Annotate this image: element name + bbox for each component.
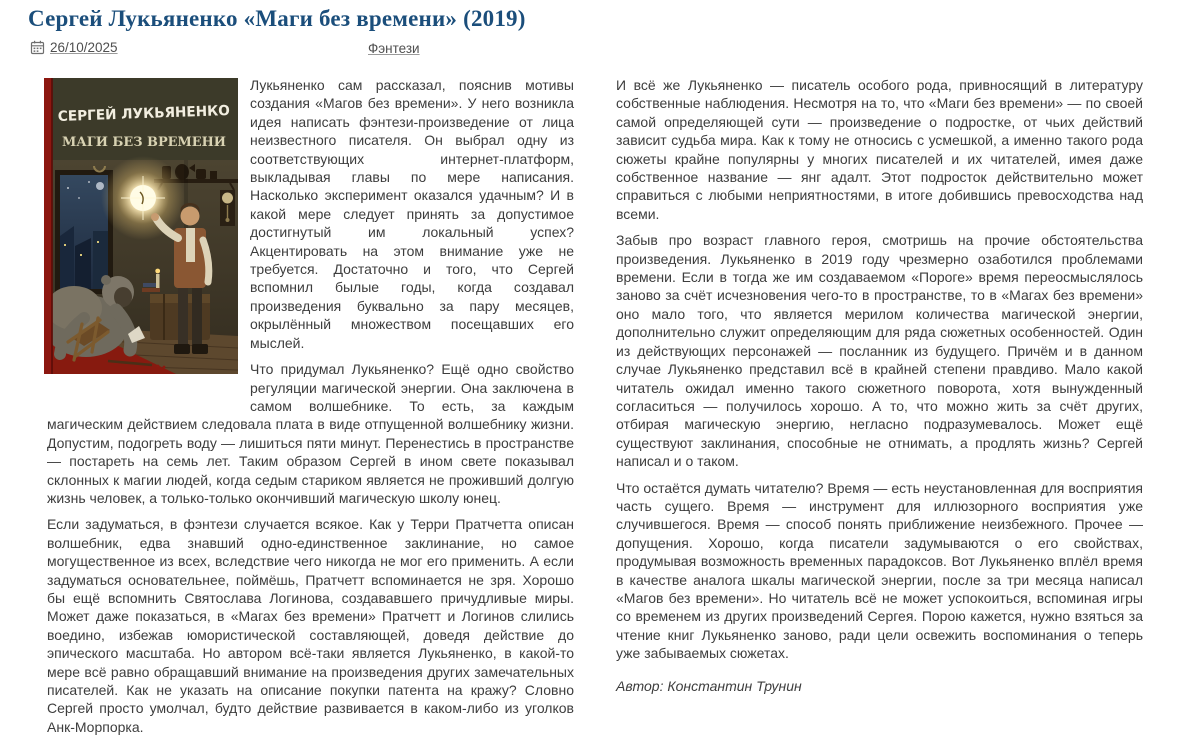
category-link-fantasy[interactable]: Фэнтези <box>368 41 420 56</box>
article-paragraph-5: Забыв про возраст главного героя, смотришь на прочие обстоятельства произведения. Лукьяненко в 2019 году чрезмерно озаботился проблемами времени. Если в тогда же им создаваемом «Пороге» время переосмыслялось заново за счёт исчезновения чего-то в пространстве, то в «Магах без времени» оно мало того, что является мерилом количества магической энергии, дополнительно служит определяющим для ряда сюжетных особенностей. Один из действующих персонажей — посланник из будущего. Причём и в данном случае Лукьяненко представил всё в крайней степени правдиво. Мало какой читатель ожидал именно такого сюжетного поворота, хотя вынужденный согласиться — получилось хорошо. А то, что можно жить за счёт других, отбирая магическую энергию, негласно подразумевалось. Может ещё существуют заклинания, способные не отнимать, а продлять жизнь? Сергей написал и о таком. <box>616 232 1143 470</box>
post-meta <box>28 40 1172 58</box>
article-paragraph-6: Что остаётся думать читателю? Время — есть неустановленная для восприятия часть сущего. Время — инструмент для иллюзорного восприятия уже случившегося. Время — способ понять приближение неизбежного. Прочее — допущения. Хорошо, когда писатели задумываются о его свойствах, продумывая возможность временных парадоксов. Вот Лукьяненко вплёл время в качестве аналога шкалы магической энергии, после за три месяца написал «Магов без времени». Но читатель всё не может успокоиться, вспоминая игры со временем из других произведений Сергея. Порою кажется, нужно взяться за чтение книг Лукьяненко заново, ради цели освежить воспоминания о теперь уже забываемых сюжетах. <box>616 479 1143 662</box>
book-cover-image <box>44 78 238 374</box>
article-paragraph-3: Если задуматься, в фэнтези случается всякое. Как у Терри Пратчетта описан волшебник, едва знавший одно-единственное заклинание, но самое могущественное из всех, вследствие чего никогда не мог его применить. А если задуматься основательнее, поймёшь, Пратчетт вспоминается не зря. Хорошо бы ещё вспомнить Святослава Логинова, создававшего причудливые миры. Может даже показаться, в «Магах без времени» Пратчетт и Логинов слились воедино, избежав юмористической составляющей, доведя действие до эпического масштаба. Но автором всё-таки является Лукьяненко, в какой-то мере всё равно обращавший внимание на произведения других замечательных писателей. Как не указать на описание покупки патента на кражу? Словно Сергей просто умолчал, будто действие развивается в каком-либо из уголков Анк-Морпорка. <box>47 516 574 735</box>
article-paragraph-1: Лукьяненко сам рассказал, пояснив мотивы создания «Магов без времени». У него возникла идея написать фэнтези-произведение от лица неизвестного писателя. Он выбрал одну из соответствующих интернет-платформ, выкладывая главы по мере написания. Насколько эксперимент оказался удачным? И в какой мере следует принять за допустимое достигнутый им локальный успех? Акцентировать на этом внимание уже не требуется. Достаточно и того, что Сергей вспомнил былые годы, когда создавал произведения буквально за пару месяцев, окрылённый множеством посещавших его мыслей. <box>250 77 574 351</box>
article-column-left <box>47 76 574 744</box>
post-title: Сергей Лукьяненко «Маги без времени» (2019) <box>28 6 526 31</box>
calendar-icon <box>30 40 45 55</box>
article-column-right <box>616 76 1143 744</box>
article-paragraph-2: Что придумал Лукьяненко? Ещё одно свойство регуляции магической энергии. Она заключена в самом волшебнике. То есть, за каждым магическим действием следовала плата в виде отпущенной волшебнику жизни. Допустим, подогреть воду — лишиться пяти минут. Перенестись в пространстве — постареть на семь лет. Таким образом Сергей в ином свете показывал склонных к магии людей, когда седым стариком является не проживший долгую жизнь человек, а только-только окончивший магическую школу юнец. <box>47 361 574 506</box>
cover-author-text: СЕРГЕЙ ЛУКЬЯНЕНКО <box>57 102 235 125</box>
post-date-link[interactable]: 26/10/2025 <box>50 40 118 55</box>
cover-spine <box>44 78 52 374</box>
article-body <box>47 76 1143 744</box>
article-author-line: Автор: Константин Трунин <box>616 677 802 694</box>
post-date-wrap <box>30 40 118 55</box>
cover-title-text: МАГИ БЕЗ ВРЕМЕНИ <box>62 135 226 150</box>
article-paragraph-4: И всё же Лукьяненко — писатель особого рода, привносящий в литературу собственные наблюдения. Несмотря на то, что «Маги без времени» — по своей самой определяющей сути — произведение о подростке, от чьих действий зависит судьба мира. Как к тому не относись с усмешкой, а именно такого рода сюжеты крайне популярны у многих писателей и их читателей, имея даже собственное название — янг адалт. Этот подросток действительно может справиться с любыми неприятностями, в итоге добившись превосходства над всеми. <box>616 77 1143 222</box>
